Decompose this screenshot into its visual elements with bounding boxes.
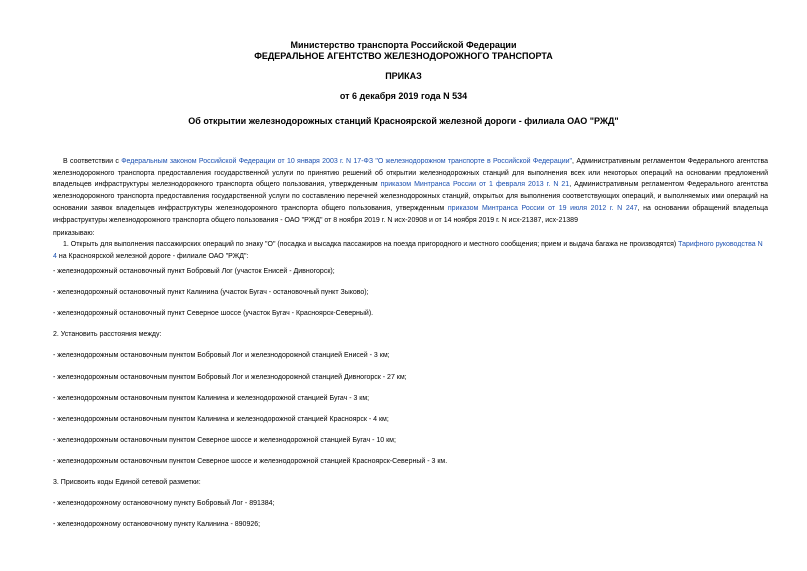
preamble-paragraph [53, 156, 768, 226]
list-item: - железнодорожным остановочным пунктом Калинина и железнодорожной станцией Красноярск - 4 км; [53, 416, 389, 423]
ministry-name: Министерство транспорта Российской Федерации [290, 40, 517, 50]
item-1-paragraph [53, 239, 768, 262]
document-title: Об открытии железнодорожных станций Красноярской железной дороги - филиала ОАО "РЖД" [188, 116, 619, 126]
list-item: - железнодорожным остановочным пунктом Северное шоссе и железнодорожной станцией Красноярск-Северный - 3 км. [53, 458, 448, 465]
mintrans-order-247-link[interactable]: приказом Минтранса России от 19 июля 2012 г. N 247 [447, 204, 638, 212]
list-item: - железнодорожный остановочный пункт Бобровый Лог (участок Енисей - Дивногорск); [53, 268, 335, 275]
document-date-number: от 6 декабря 2019 года N 534 [339, 91, 468, 101]
preamble-text-2: , Административным регламентом Федерального агентства железнодорожного транспорта предоставления государственной услуги по принятию решений об открытии железнодорожных станций для выполнения всех или некоторых операций на основании предложений владельцев инфраструктуры железнодорожного транспорта общего пользования, утвержденным [53, 158, 769, 189]
item-1-text-1: 1. Открыть для выполнения пассажирских операций по знаку "О" (посадка и высадка пассажиров на поезда пригородного и местного сообщения; прием и выдача багажа не производятся) [63, 241, 679, 248]
list-item: - железнодорожным остановочным пунктом Северное шоссе и железнодорожной станцией Бугач - 10 км; [53, 437, 396, 444]
agency-name: ФЕДЕРАЛЬНОЕ АГЕНТСТВО ЖЕЛЕЗНОДОРОЖНОГО ТРАНСПОРТА [254, 51, 553, 61]
preamble-text-1: В соответствии с [63, 158, 122, 165]
list-item: - железнодорожный остановочный пункт Северное шоссе (участок Бугач - Красноярск-Северный). [53, 310, 374, 317]
list-item: - железнодорожный остановочный пункт Калинина (участок Бугач - остановочный пункт Зыково); [53, 289, 369, 296]
list-item: - железнодорожным остановочным пунктом Бобровый Лог и железнодорожной станцией Дивногорск - 27 км; [53, 374, 407, 381]
list-item: - железнодорожному остановочному пункту Калинина - 890926; [53, 521, 261, 528]
federal-law-link[interactable]: Федеральным законом Российской Федерации от 10 января 2003 г. N 17-ФЗ "О железнодорожном транспорте в Российской Федерации" [121, 158, 573, 165]
list-item: - железнодорожному остановочному пункту Бобровый Лог - 891384; [53, 500, 275, 507]
order-word: приказываю: [53, 230, 95, 237]
mintrans-order-21-link[interactable]: приказом Минтранса России от 1 февраля 2013 г. N 21 [380, 181, 570, 189]
document-type: ПРИКАЗ [385, 71, 422, 81]
list-item: - железнодорожным остановочным пунктом Бобровый Лог и железнодорожной станцией Енисей - 3 км; [53, 352, 390, 359]
item-1-text-2: на Красноярской железной дороге - филиале ОАО "РЖД": [56, 252, 249, 260]
section-heading: 2. Установить расстояния между: [53, 331, 162, 338]
preamble-text-3: , Административным регламентом Федерального агентства железнодорожного транспорта предоставления государственной услуги по составлению перечней железнодорожных станций, открытых для выполнения соответствующих операций, и выполняемых ими операций на основании заявок владельцев инфраструктуры железнодорожного транспорта общего пользования, утвержденным [53, 181, 769, 212]
preamble-text-4: , на основании обращений владельца инфраструктуры железнодорожного транспорта общего пользования - ОАО "РЖД" от 8 ноября 2019 г. N исх-20908 и от 14 ноября 2019 г. N исх-21387, исх-21389 [53, 204, 769, 224]
tariff-guide-link[interactable]: Тарифного руководства N 4 [53, 241, 763, 260]
list-item: - железнодорожным остановочным пунктом Калинина и железнодорожной станцией Бугач - 3 км; [53, 395, 370, 402]
section-heading: 3. Присвоить коды Единой сетевой разметки: [53, 479, 201, 486]
